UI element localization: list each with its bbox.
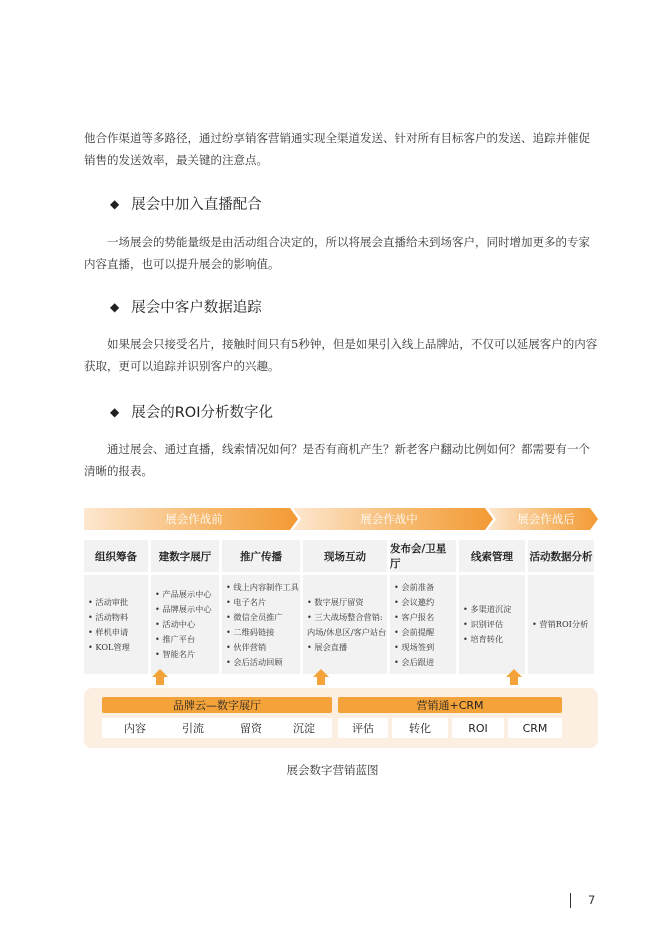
column-item: • 展会直播 (307, 641, 348, 652)
up-arrow-icon (152, 669, 168, 685)
platform-chip: ROI (452, 718, 504, 738)
column-title: 线索管理 (459, 540, 525, 572)
column-item: • 活动物料 (88, 611, 129, 622)
platform-chip: 内容 (102, 718, 168, 738)
column-item: • KOL管理 (88, 641, 130, 652)
marketing-crm-bar: 营销通+CRM (338, 697, 562, 713)
column-body (151, 575, 219, 674)
platform-chip: 评估 (338, 718, 388, 738)
heading-data-tracking (110, 296, 262, 317)
column-title: 活动数据分析 (528, 540, 594, 572)
column-body (459, 575, 525, 674)
column-item: 内场/休息区/客户站台 (307, 626, 387, 637)
column-item: • 会前准备 (394, 581, 435, 592)
diamond-bullet-icon: ◆ (110, 299, 120, 314)
phase-label: 展会作战中 (360, 512, 418, 526)
up-arrow-icon (313, 669, 329, 685)
heading-live-stream (110, 193, 262, 214)
column-body (303, 575, 387, 674)
column-item: • 营销ROI分析 (532, 619, 589, 629)
column-title: 推广传播 (222, 540, 300, 572)
column-lead-management (459, 540, 525, 674)
diamond-bullet-icon: ◆ (110, 196, 120, 211)
page-number-divider (570, 893, 571, 908)
marketing-blueprint-diagram (84, 508, 598, 748)
column-item: • 会后活动回顾 (226, 656, 283, 667)
paragraph-2: 一场展会的势能量级是由活动组合决定的，所以将展会直播给未到场客户，同时增加更多的专家内容直播，也可以提升展会的影响值。 (84, 235, 590, 271)
column-item: • 三大战场整合营销: (307, 611, 383, 622)
column-item: • 电子名片 (226, 596, 267, 607)
column-item: • 数字展厅留资 (307, 596, 364, 607)
paragraph-3: 如果展会只接受名片，接触时间只有5秒钟，但是如果引入线上品牌站，不仅可以延展客户的内容获取，更可以追踪并识别客户的兴趣。 (84, 337, 598, 373)
heading-text: 展会中客户数据追踪 (131, 300, 262, 316)
platform-panel (84, 688, 598, 748)
column-digital-hall (151, 540, 219, 674)
column-item: • 会前提醒 (394, 626, 435, 637)
column-item: • 产品展示中心 (155, 589, 212, 599)
page-number: 7 (588, 893, 596, 907)
phase-label: 展会作战前 (165, 512, 223, 526)
column-item: • 现场签到 (394, 641, 435, 652)
column-title: 发布会/卫星厅 (390, 540, 456, 572)
paragraph-4: 通过展会、通过直播，线索情况如何？是否有商机产生？新老客户翻动比例如何？都需要有一个清晰的报表。 (84, 442, 590, 478)
up-arrow-icon (506, 669, 522, 685)
column-body (222, 575, 300, 674)
column-item: • 多渠道沉淀 (463, 604, 512, 614)
column-title: 建数字展厅 (151, 540, 219, 572)
column-body (84, 575, 148, 674)
column-item: • 会议邀约 (394, 596, 435, 607)
column-item: • 推广平台 (155, 634, 196, 644)
column-item: • 线上内容制作工具 (226, 581, 299, 592)
column-promotion (222, 540, 300, 674)
column-title: 组织筹备 (84, 540, 148, 572)
column-item: • 品牌展示中心 (155, 604, 212, 614)
heading-text: 展会的ROI分析数字化 (131, 405, 273, 421)
column-item: • 二维码链接 (226, 626, 275, 637)
column-item: • 微信全员推广 (226, 611, 283, 622)
column-item: • 会后跟进 (394, 656, 435, 667)
column-item: • 活动审批 (88, 596, 129, 607)
up-arrows (84, 669, 598, 689)
column-title: 现场互动 (303, 540, 387, 572)
phase-label: 展会作战后 (517, 512, 575, 526)
platform-chip: CRM (508, 718, 562, 738)
paragraph-1: 他合作渠道等多路径，通过纷享销客营销通实现全渠道发送、针对所有目标客户的发送、追踪并催促销售的发送效率，最关键的注意点。 (84, 131, 590, 167)
platform-chip: 转化 (392, 718, 448, 738)
platform-chip: 沉淀 (276, 718, 332, 738)
diamond-bullet-icon: ◆ (110, 404, 120, 419)
platform-chip: 引流 (160, 718, 226, 738)
column-item: • 伙伴营销 (226, 641, 267, 652)
column-organize (84, 540, 148, 674)
heading-roi (110, 401, 273, 422)
column-item: • 智能名片 (155, 649, 196, 659)
column-data-analysis (528, 540, 594, 674)
column-item: • 客户报名 (394, 611, 435, 622)
column-interaction (303, 540, 387, 674)
column-item: • 样机申请 (88, 626, 129, 637)
brand-cloud-bar: 品牌云—数字展厅 (102, 697, 332, 713)
column-launch-event (390, 540, 456, 674)
heading-text: 展会中加入直播配合 (131, 197, 262, 213)
column-item: • 识别评估 (463, 619, 504, 629)
column-body (390, 575, 456, 674)
column-item: • 活动中心 (155, 619, 196, 629)
column-item: • 培育转化 (463, 634, 504, 644)
figure-caption: 展会数字营销蓝图 (286, 763, 379, 777)
platform-chip: 留资 (218, 718, 284, 738)
column-body (528, 575, 594, 674)
